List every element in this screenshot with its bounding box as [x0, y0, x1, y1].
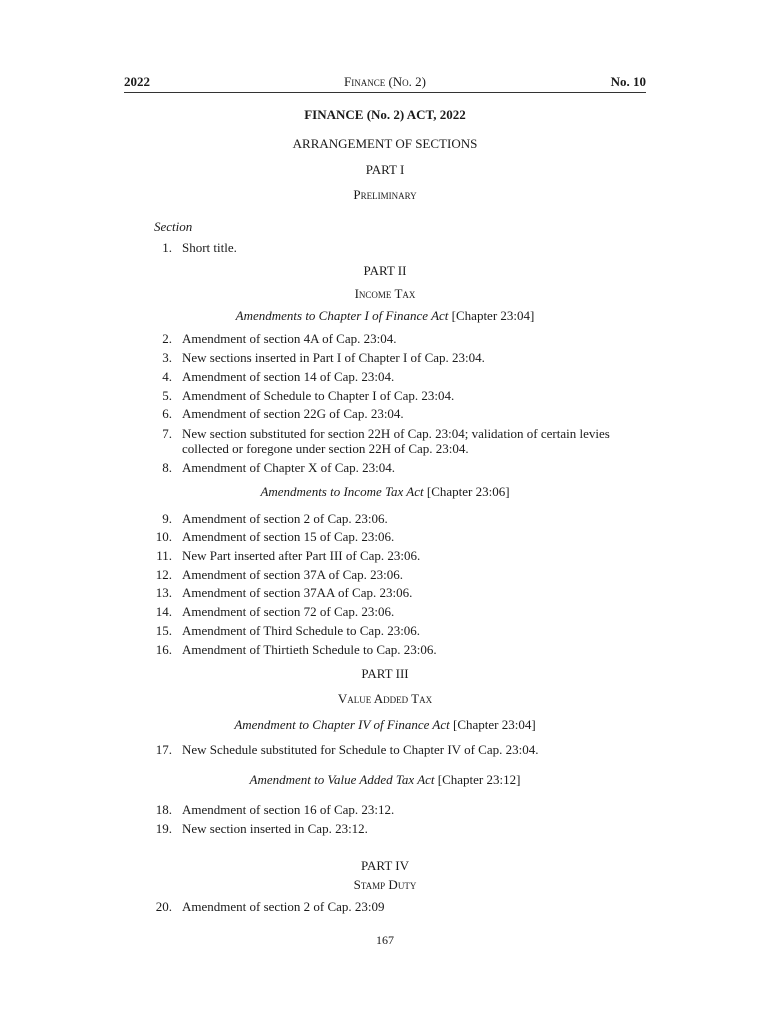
subheading-chapter: [Chapter 23:06] — [426, 484, 510, 499]
item-text: New Part inserted after Part III of Cap. 23:06. — [182, 548, 421, 563]
item-number: 10. — [155, 529, 172, 544]
part-3-heading: PART III — [361, 666, 409, 681]
item-text: Amendment of section 15 of Cap. 23:06. — [182, 529, 395, 544]
item-text: Amendment of Third Schedule to Cap. 23:06. — [182, 623, 421, 638]
part-2-heading: PART II — [363, 263, 407, 278]
item-number: 11. — [156, 548, 172, 563]
item-text: Amendment of section 22G of Cap. 23:04. — [182, 406, 404, 421]
header-rule — [124, 92, 646, 93]
part-4-name: Stamp Duty — [353, 877, 417, 892]
item-text: Amendment of Chapter X of Cap. 23:04. — [182, 460, 396, 475]
part-4-heading: PART IV — [361, 858, 409, 873]
part-3-name: Value Added Tax — [337, 691, 433, 706]
arrangement-heading: ARRANGEMENT OF SECTIONS — [292, 136, 478, 151]
header-number: No. 10 — [610, 74, 646, 89]
item-number: 16. — [155, 642, 172, 657]
item-text: Amendment of section 16 of Cap. 23:12. — [182, 802, 395, 817]
item-number: 5. — [162, 388, 172, 403]
item-text: New section substituted for section 22H of Cap. 23:04; validation of certain levies collected or foregone under section 22H of Cap. 23:04. — [182, 426, 610, 456]
item-number: 4. — [162, 369, 172, 384]
part-2-subheading-1 — [124, 308, 646, 324]
item-text: New section inserted in Cap. 23:12. — [182, 821, 368, 836]
item-text: Amendment of section 2 of Cap. 23:09 — [182, 899, 385, 914]
item-number: 9. — [162, 511, 172, 526]
item-number: 17. — [155, 742, 172, 757]
item-number: 13. — [155, 585, 172, 600]
item-text: Amendment of section 37AA of Cap. 23:06. — [182, 585, 413, 600]
item-text: Amendment of Schedule to Chapter I of Cap. 23:04. — [182, 388, 455, 403]
item-number: 19. — [155, 821, 172, 836]
page-number: 167 — [376, 933, 394, 947]
item-number: 3. — [162, 350, 172, 365]
subheading-chapter: [Chapter 23:04] — [453, 717, 536, 732]
item-text: New sections inserted in Part I of Chapter I of Cap. 23:04. — [182, 350, 485, 365]
item-text: New Schedule substituted for Schedule to Chapter IV of Cap. 23:04. — [182, 742, 539, 757]
item-number: 18. — [155, 802, 172, 817]
item-number: 6. — [162, 406, 172, 421]
running-header — [124, 74, 646, 92]
item-number: 7. — [162, 426, 172, 441]
header-year: 2022 — [124, 74, 150, 89]
item-text: Amendment of section 14 of Cap. 23:04. — [182, 369, 395, 384]
item-number: 12. — [155, 567, 172, 582]
item-number: 15. — [155, 623, 172, 638]
subheading-act: Amendments to Income Tax Act — [260, 484, 424, 499]
item-text: Amendment of section 37A of Cap. 23:06. — [182, 567, 403, 582]
act-title: FINANCE (No. 2) ACT, 2022 — [304, 107, 466, 122]
item-number: 2. — [162, 331, 172, 346]
subheading-act: Amendment to Chapter IV of Finance Act — [234, 717, 450, 732]
item-text: Amendment of Thirtieth Schedule to Cap. 23:06. — [182, 642, 437, 657]
item-text: Amendment of section 72 of Cap. 23:06. — [182, 604, 395, 619]
section-label: Section — [154, 219, 193, 234]
subheading-chapter: [Chapter 23:12] — [437, 772, 521, 787]
item-number: 20. — [155, 899, 172, 914]
part-3-subheading-2 — [124, 772, 646, 788]
part-3-subheading-1 — [124, 717, 646, 733]
part-2-subheading-2 — [124, 484, 646, 500]
part-1-name: Preliminary — [353, 187, 417, 202]
item-text: Amendment of section 4A of Cap. 23:04. — [182, 331, 397, 346]
item-number: 1. — [162, 240, 172, 255]
item-text: Short title. — [182, 240, 237, 255]
item-text: Amendment of section 2 of Cap. 23:06. — [182, 511, 388, 526]
item-number: 14. — [155, 604, 172, 619]
subheading-act: Amendments to Chapter I of Finance Act — [235, 308, 449, 323]
part-2-name: Income Tax — [354, 286, 416, 301]
item-number: 8. — [162, 460, 172, 475]
subheading-chapter: [Chapter 23:04] — [451, 308, 535, 323]
header-title: Finance (No. 2) — [343, 74, 427, 89]
part-1-heading: PART I — [365, 162, 405, 177]
subheading-act: Amendment to Value Added Tax Act — [249, 772, 435, 787]
